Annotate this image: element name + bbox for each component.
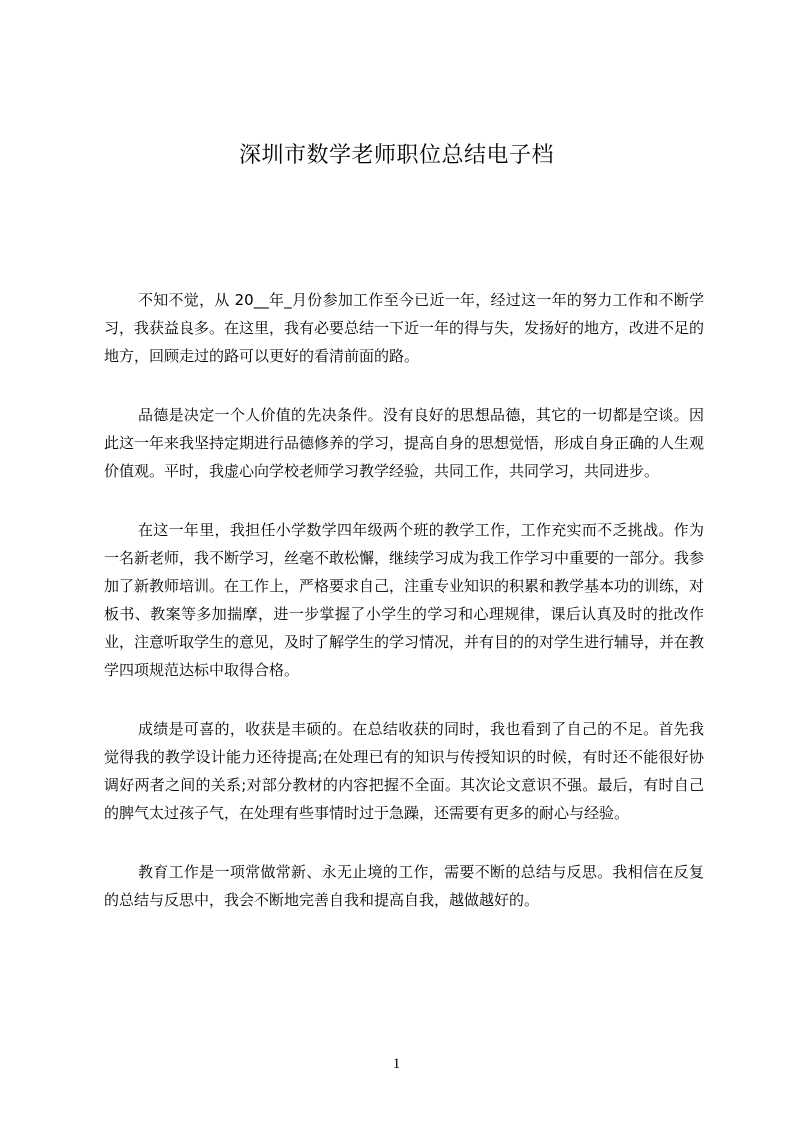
paragraph-1: 不知不觉，从 20__年_月份参加工作至今已近一年，经过这一年的努力工作和不断学习，我获益良多。在这里，我有必要总结一下近一年的得与失，发扬好的地方，改进不足的地方，回顾走过的路可以更好的看清前面的路。 xyxy=(104,291,705,365)
paragraph-2: 品德是决定一个人价值的先决条件。没有良好的思想品德，其它的一切都是空谈。因此这一年来我坚持定期进行品德修养的学习，提高自身的思想觉悟，形成自身正确的人生观价值观。平时，我虚心向学校老师学习教学经验，共同工作，共同学习，共同进步。 xyxy=(104,406,705,480)
paragraph-5: 教育工作是一项常做常新、永无止境的工作，需要不断的总结与反思。我相信在反复的总结与反思中，我会不断地完善自我和提高自我，越做越好的。 xyxy=(104,863,704,909)
page-number: 1 xyxy=(392,1056,401,1072)
document-title: 深圳市数学老师职位总结电子档 xyxy=(238,143,554,168)
paragraph-4: 成绩是可喜的，收获是丰硕的。在总结收获的同时，我也看到了自己的不足。首先我觉得我的教学设计能力还待提高;在处理已有的知识与传授知识的时候，有时还不能很好协调好两者之间的关系;对部分教材的内容把握不全面。其次论文意识不强。最后，有时自己的脾气太过孩子气，在处理有些事情时过于急躁，还需要有更多的耐心与经验。 xyxy=(104,720,704,822)
paragraph-3: 在这一年里，我担任小学数学四年级两个班的教学工作，工作充实而不乏挑战。作为一名新老师，我不断学习，丝毫不敢松懈，继续学习成为我工作学习中重要的一部分。我参加了新教师培训。在工作上，严格要求自己，注重专业知识的积累和教学基本功的训练，对板书、教案等多加揣摩，进一步掌握了小学生的学习和心理规律，课后认真及时的批改作业，注意听取学生的意见，及时了解学生的学习情况，并有目的的对学生进行辅导，并在教学四项规范达标中取得合格。 xyxy=(104,521,705,679)
document-body xyxy=(104,286,704,945)
